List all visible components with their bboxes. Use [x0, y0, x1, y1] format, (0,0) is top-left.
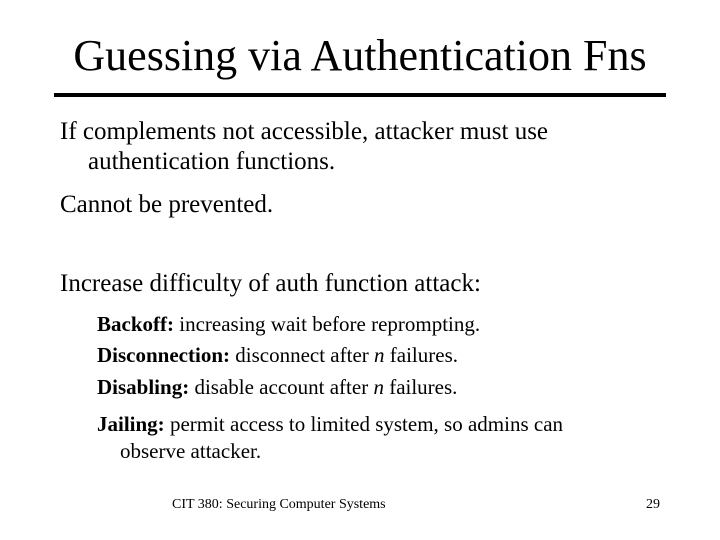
term-label: Disconnection: [97, 343, 230, 367]
term-description: permit access to limited system, so admins can [164, 412, 564, 436]
title-underline [54, 93, 666, 97]
list-item-disabling [97, 374, 677, 401]
slide-title: Guessing via Authentication Fns [73, 31, 647, 80]
footer-course-name: CIT 380: Securing Computer Systems [172, 497, 386, 512]
term-variable: n [374, 343, 385, 367]
term-variable: n [373, 375, 384, 399]
term-description: increasing wait before reprompting. [174, 312, 481, 336]
list-item-disconnection [97, 342, 677, 369]
paragraph-line-continued: authentication functions. [88, 148, 336, 175]
term-description-end: failures. [383, 375, 458, 399]
paragraph-cannot-prevent: Cannot be prevented. [60, 191, 274, 218]
term-description: disable account after [189, 375, 374, 399]
paragraph-increase-difficulty: Increase difficulty of auth function attack: [60, 270, 481, 297]
page-number: 29 [646, 497, 660, 512]
list-item-backoff [97, 311, 677, 338]
term-label: Disabling: [97, 375, 190, 399]
list-item-jailing [97, 411, 677, 465]
term-label: Backoff: [97, 312, 174, 336]
paragraph-line: If complements not accessible, attacker must use [60, 118, 549, 145]
term-description: disconnect after [230, 343, 375, 367]
term-label: Jailing: [97, 412, 165, 436]
term-description-continued: observe attacker. [120, 439, 262, 463]
paragraph-complements [60, 117, 660, 177]
term-description-end: failures. [384, 343, 459, 367]
